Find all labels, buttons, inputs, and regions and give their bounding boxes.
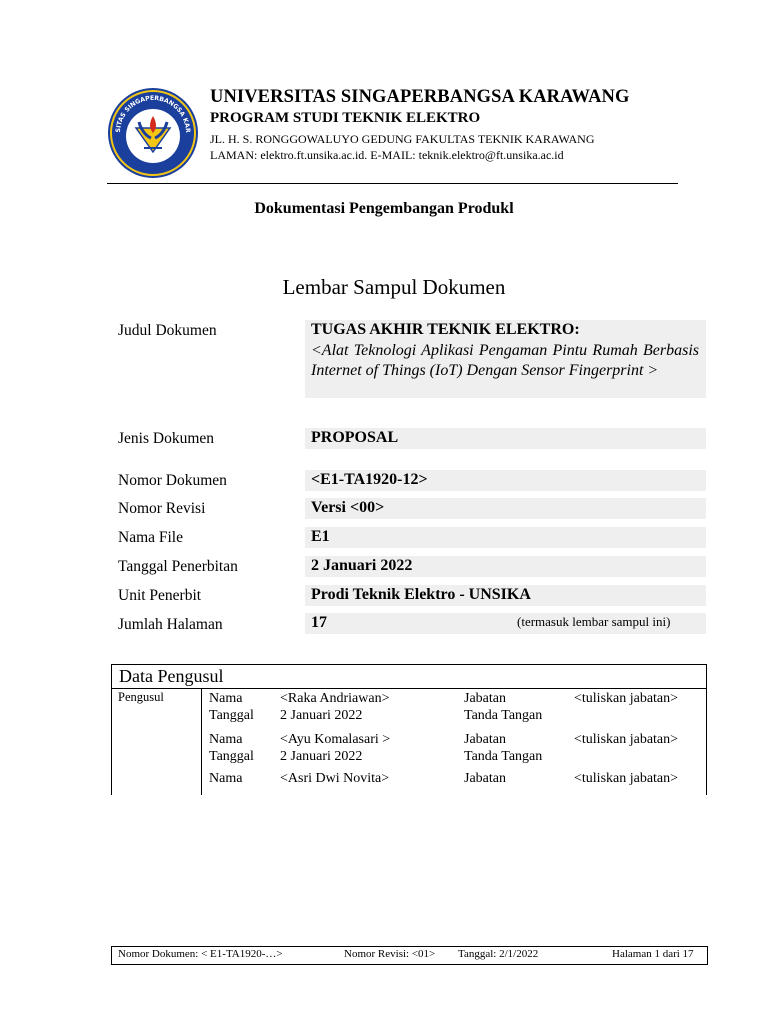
footer-nomor-revisi: Nomor Revisi: <01> <box>344 948 436 960</box>
label-nomor-revisi: Nomor Revisi <box>118 500 206 517</box>
value-nama-file: E1 <box>311 528 330 545</box>
field-label-tanggal: Tanggal <box>209 708 254 723</box>
label-nama-file: Nama File <box>118 529 183 546</box>
page-footer <box>111 946 708 965</box>
proposer-name: <Asri Dwi Novita> <box>280 771 390 786</box>
data-pengusul-table <box>111 664 707 795</box>
column-divider <box>201 688 202 795</box>
value-box-file <box>305 527 706 548</box>
value-nomor-revisi: Versi <00> <box>311 499 385 516</box>
label-unit-penerbit: Unit Penerbit <box>118 587 202 604</box>
proposer-name: <Raka Andriawan> <box>280 691 390 706</box>
footer-tanggal: Tanggal: 2/1/2022 <box>458 948 539 960</box>
value-unit-penerbit: Prodi Teknik Elektro - UNSIKA <box>311 586 531 603</box>
data-pengusul-heading: Data Pengusul <box>119 666 224 686</box>
field-label-tanda-tangan: Tanda Tangan <box>464 708 543 723</box>
field-label-jabatan: Jabatan <box>464 771 506 786</box>
pengusul-row-label: Pengusul <box>118 690 164 704</box>
field-label-jabatan: Jabatan <box>464 732 506 747</box>
label-jumlah-halaman: Jumlah Halaman <box>118 616 223 633</box>
label-judul-dokumen: Judul Dokumen <box>118 322 217 339</box>
field-label-tanggal: Tanggal <box>209 749 254 764</box>
jumlah-halaman-note: (termasuk lembar sampul ini) <box>517 614 671 629</box>
value-nomor-dokumen: <E1-TA1920-12> <box>311 471 428 488</box>
university-name: UNIVERSITAS SINGAPERBANGSA KARAWANG <box>210 87 630 107</box>
field-label-tanda-tangan: Tanda Tangan <box>464 749 543 764</box>
proposer-tanggal: 2 Januari 2022 <box>280 749 363 764</box>
proposer-jabatan: <tuliskan jabatan> <box>574 691 679 706</box>
address-line: JL. H. S. RONGGOWALUYO GEDUNG FAKULTAS TEKNIK KARAWANG <box>210 132 595 146</box>
field-label-nama: Nama <box>209 732 243 747</box>
field-label-nama: Nama <box>209 691 243 706</box>
proposer-jabatan: <tuliskan jabatan> <box>574 732 679 747</box>
document-title: Dokumentasi Pengembangan Produkl <box>254 200 514 217</box>
label-tanggal-penerbitan: Tanggal Penerbitan <box>118 558 238 575</box>
footer-halaman: Halaman 1 dari 17 <box>612 948 694 960</box>
value-jenis-dokumen: PROPOSAL <box>311 429 399 446</box>
svg-text:UNIVERSITAS SINGAPERBANGSA KAR: SITAS SINGAPERBANGSA KAR <box>114 94 192 134</box>
university-seal-icon <box>106 86 200 180</box>
label-jenis-dokumen: Jenis Dokumen <box>118 430 215 447</box>
proposer-name: <Ayu Komalasari > <box>280 732 391 747</box>
proposer-tanggal: 2 Januari 2022 <box>280 708 363 723</box>
field-label-nama: Nama <box>209 771 243 786</box>
value-judul-dokumen: TUGAS AKHIR TEKNIK ELEKTRO: <box>311 321 580 338</box>
proposer-jabatan: <tuliskan jabatan> <box>574 771 679 786</box>
cover-title: Lembar Sampul Dokumen <box>282 275 506 299</box>
program-name: PROGRAM STUDI TEKNIK ELEKTRO <box>210 110 481 126</box>
field-label-jabatan: Jabatan <box>464 691 506 706</box>
footer-nomor-dokumen: Nomor Dokumen: < E1-TA1920-…> <box>118 948 283 960</box>
value-judul-subtitle: <Alat Teknologi Aplikasi Pengaman Pintu Rumah Berbasis Internet of Things (IoT) Dengan Sensor Fingerprint > <box>311 342 699 379</box>
university-logo <box>106 86 200 180</box>
label-nomor-dokumen: Nomor Dokumen <box>118 472 227 489</box>
value-jumlah-halaman: 17 <box>311 614 327 631</box>
header-divider <box>107 183 678 184</box>
value-tanggal-penerbitan: 2 Januari 2022 <box>311 557 413 574</box>
data-pengusul-header <box>112 665 706 689</box>
contact-line: LAMAN: elektro.ft.unsika.ac.id. E-MAIL: teknik.elektro@ft.unsika.ac.id <box>210 148 564 162</box>
